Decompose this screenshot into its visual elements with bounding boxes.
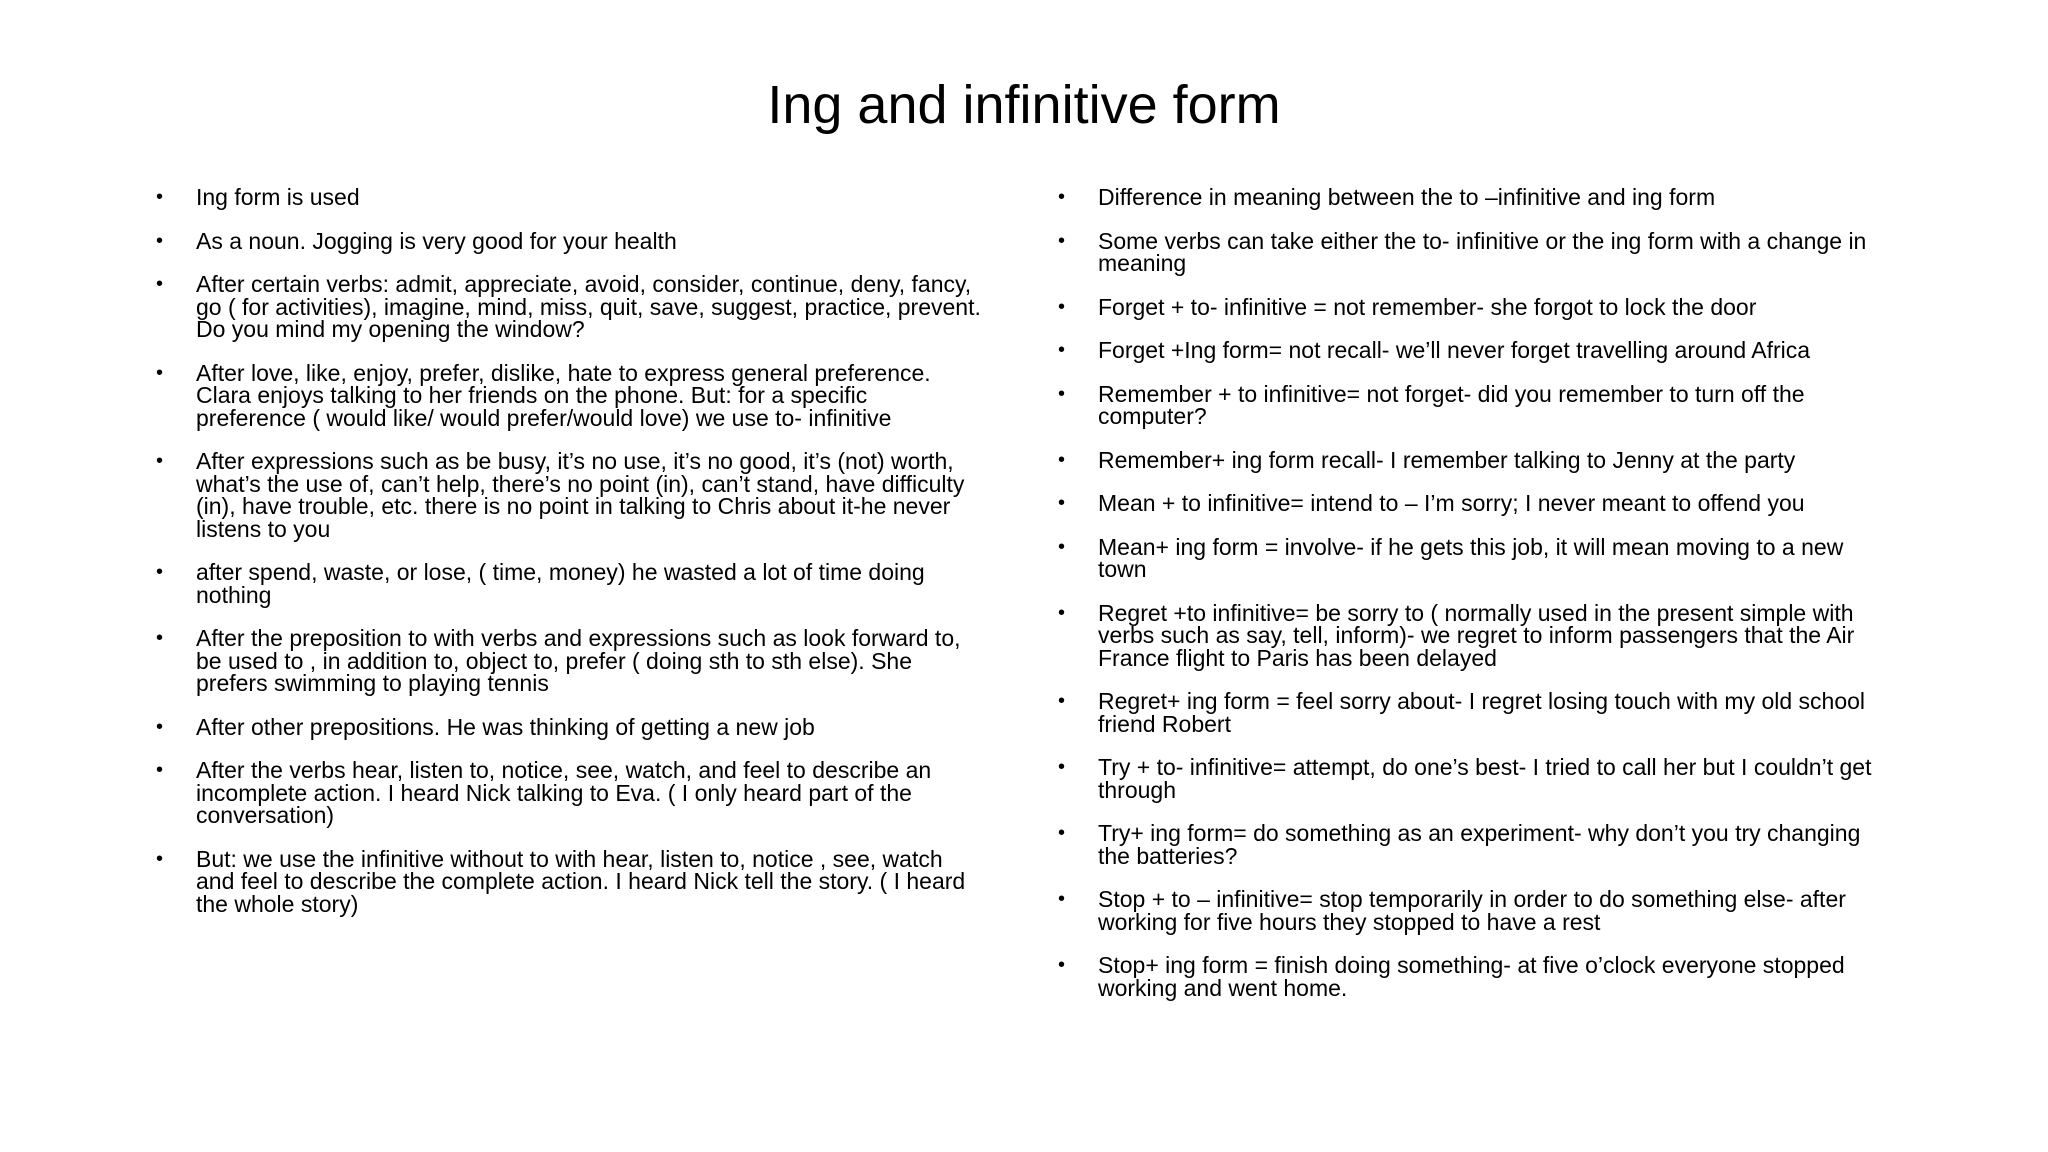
bullet-icon: • (156, 361, 164, 384)
bullet-icon: • (1058, 229, 1066, 252)
bullet-text: After certain verbs: admit, appreciate, avoid, consider, continue, deny, fancy, go ( for activities), imagine, mind, miss, quit, save, suggest, practice, prevent. Do you mind my opening the window? (196, 271, 981, 342)
list-item (156, 759, 1016, 827)
bullet-text: But: we use the infinitive without to with hear, listen to, notice , see, watch and feel to describe the complete action. I heard Nick tell the story. ( I heard the whole story) (196, 845, 966, 917)
bullet-text: Regret+ ing form = feel sorry about- I regret losing touch with my old school friend Robert (1098, 688, 1866, 737)
left-bullet-list (156, 186, 1016, 936)
list-item (1058, 293, 1918, 320)
bullet-text: After the verbs hear, listen to, notice, see, watch, and feel to describe an incomplete action. I heard Nick talking to Eva. ( I only heard part of the conversation) (196, 757, 932, 828)
bullet-text: After expressions such as be busy, it’s no use, it’s no good, it’s (not) worth, what’s the use of, can’t help, there’s no point (in), can’t stand, have difficulty (in), have trouble, etc. there is no point in talking to Chris about it-he never listens to you (196, 448, 965, 542)
bullet-text: Ing form is used (196, 184, 360, 210)
bullet-icon: • (1058, 954, 1066, 976)
bullet-icon: • (156, 561, 164, 583)
bullet-icon: • (1058, 448, 1066, 471)
list-item (156, 845, 1016, 917)
bullet-text: Regret +to infinitive= be sorry to ( normally used in the present simple with verbs such as say, tell, inform)- we regret to inform passengers that the Air France flight to Paris has been delayed (1098, 599, 1855, 671)
bullet-text: Mean+ ing form = involve- if he gets this job, it will mean moving to a new town (1098, 533, 1844, 582)
list-item (1058, 756, 1918, 801)
list-item (156, 627, 1016, 695)
bullet-icon: • (156, 847, 164, 870)
list-item (156, 273, 1016, 341)
list-item (1058, 822, 1918, 867)
bullet-icon: • (156, 229, 164, 252)
list-item (1058, 599, 1918, 671)
bullet-text: Stop + to – infinitive= stop temporarily in order to do something else- after working for five hours they stopped to have a rest (1098, 886, 1846, 935)
list-item (1058, 227, 1918, 276)
bullet-icon: • (156, 627, 164, 649)
list-item (156, 186, 1016, 209)
bullet-icon: • (1058, 382, 1066, 405)
list-item (1058, 888, 1918, 933)
bullet-text: Remember + to infinitive= not forget- did you remember to turn off the computer? (1098, 380, 1805, 429)
list-item (1058, 380, 1918, 429)
list-item (1058, 533, 1918, 582)
bullet-icon: • (1058, 690, 1066, 712)
bullet-text: Forget +Ing form= not recall- we’ll never forget travelling around Africa (1098, 337, 1811, 363)
list-item (1058, 690, 1918, 735)
bullet-text: Try + to- infinitive= attempt, do one’s best- I tried to call her but I couldn’t get through (1098, 754, 1872, 803)
list-item (1058, 186, 1918, 209)
bullet-text: Try+ ing form= do something as an experiment- why don’t you try changing the batteries? (1098, 820, 1861, 869)
list-item (156, 713, 1016, 740)
bullet-text: Mean + to infinitive= intend to – I’m sorry; I never meant to offend you (1098, 490, 1805, 516)
bullet-text: Difference in meaning between the to –infinitive and ing form (1098, 184, 1716, 210)
slide-title: Ing and infinitive form (767, 75, 1281, 135)
list-item (156, 450, 1016, 540)
bullet-text: Forget + to- infinitive = not remember- she forgot to lock the door (1098, 293, 1757, 320)
bullet-icon: • (1058, 601, 1066, 624)
bullet-icon: • (1058, 492, 1066, 514)
list-item (1058, 954, 1918, 999)
bullet-text: Remember+ ing form recall- I remember talking to Jenny at the party (1098, 446, 1796, 473)
list-item (1058, 492, 1918, 515)
bullet-icon: • (1058, 822, 1066, 844)
list-item (156, 561, 1016, 606)
bullet-icon: • (156, 715, 164, 738)
bullet-icon: • (1058, 535, 1066, 558)
right-bullet-list (1058, 186, 1918, 1020)
list-item (1058, 339, 1918, 362)
list-item (156, 227, 1016, 254)
bullet-icon: • (156, 759, 164, 781)
bullet-icon: • (1058, 888, 1066, 910)
list-item (156, 359, 1016, 431)
bullet-text: after spend, waste, or lose, ( time, money) he wasted a lot of time doing nothing (196, 559, 925, 608)
bullet-icon: • (156, 186, 164, 208)
bullet-icon: • (1058, 756, 1066, 778)
bullet-text: As a noun. Jogging is very good for your health (196, 227, 677, 254)
bullet-text: Stop+ ing form = finish doing something- at five o’clock everyone stopped working and went home. (1098, 952, 1845, 1001)
bullet-text: After love, like, enjoy, prefer, dislike, hate to express general preference. Clara enjoys talking to her friends on the phone. But: for a specific preference ( would like/ would prefer/would love) we use to- infinitive (196, 359, 931, 431)
bullet-icon: • (1058, 295, 1066, 318)
bullet-text: After the preposition to with verbs and expressions such as look forward to, be used to , in addition to, object to, prefer ( doing sth to sth else). She prefers swimming to playing tennis (196, 625, 961, 696)
bullet-icon: • (156, 273, 164, 295)
list-item (1058, 446, 1918, 473)
bullet-icon: • (1058, 186, 1066, 208)
bullet-text: After other prepositions. He was thinking of getting a new job (196, 713, 815, 740)
bullet-icon: • (1058, 339, 1066, 361)
bullet-icon: • (156, 450, 164, 472)
bullet-text: Some verbs can take either the to- infinitive or the ing form with a change in meaning (1098, 227, 1867, 276)
